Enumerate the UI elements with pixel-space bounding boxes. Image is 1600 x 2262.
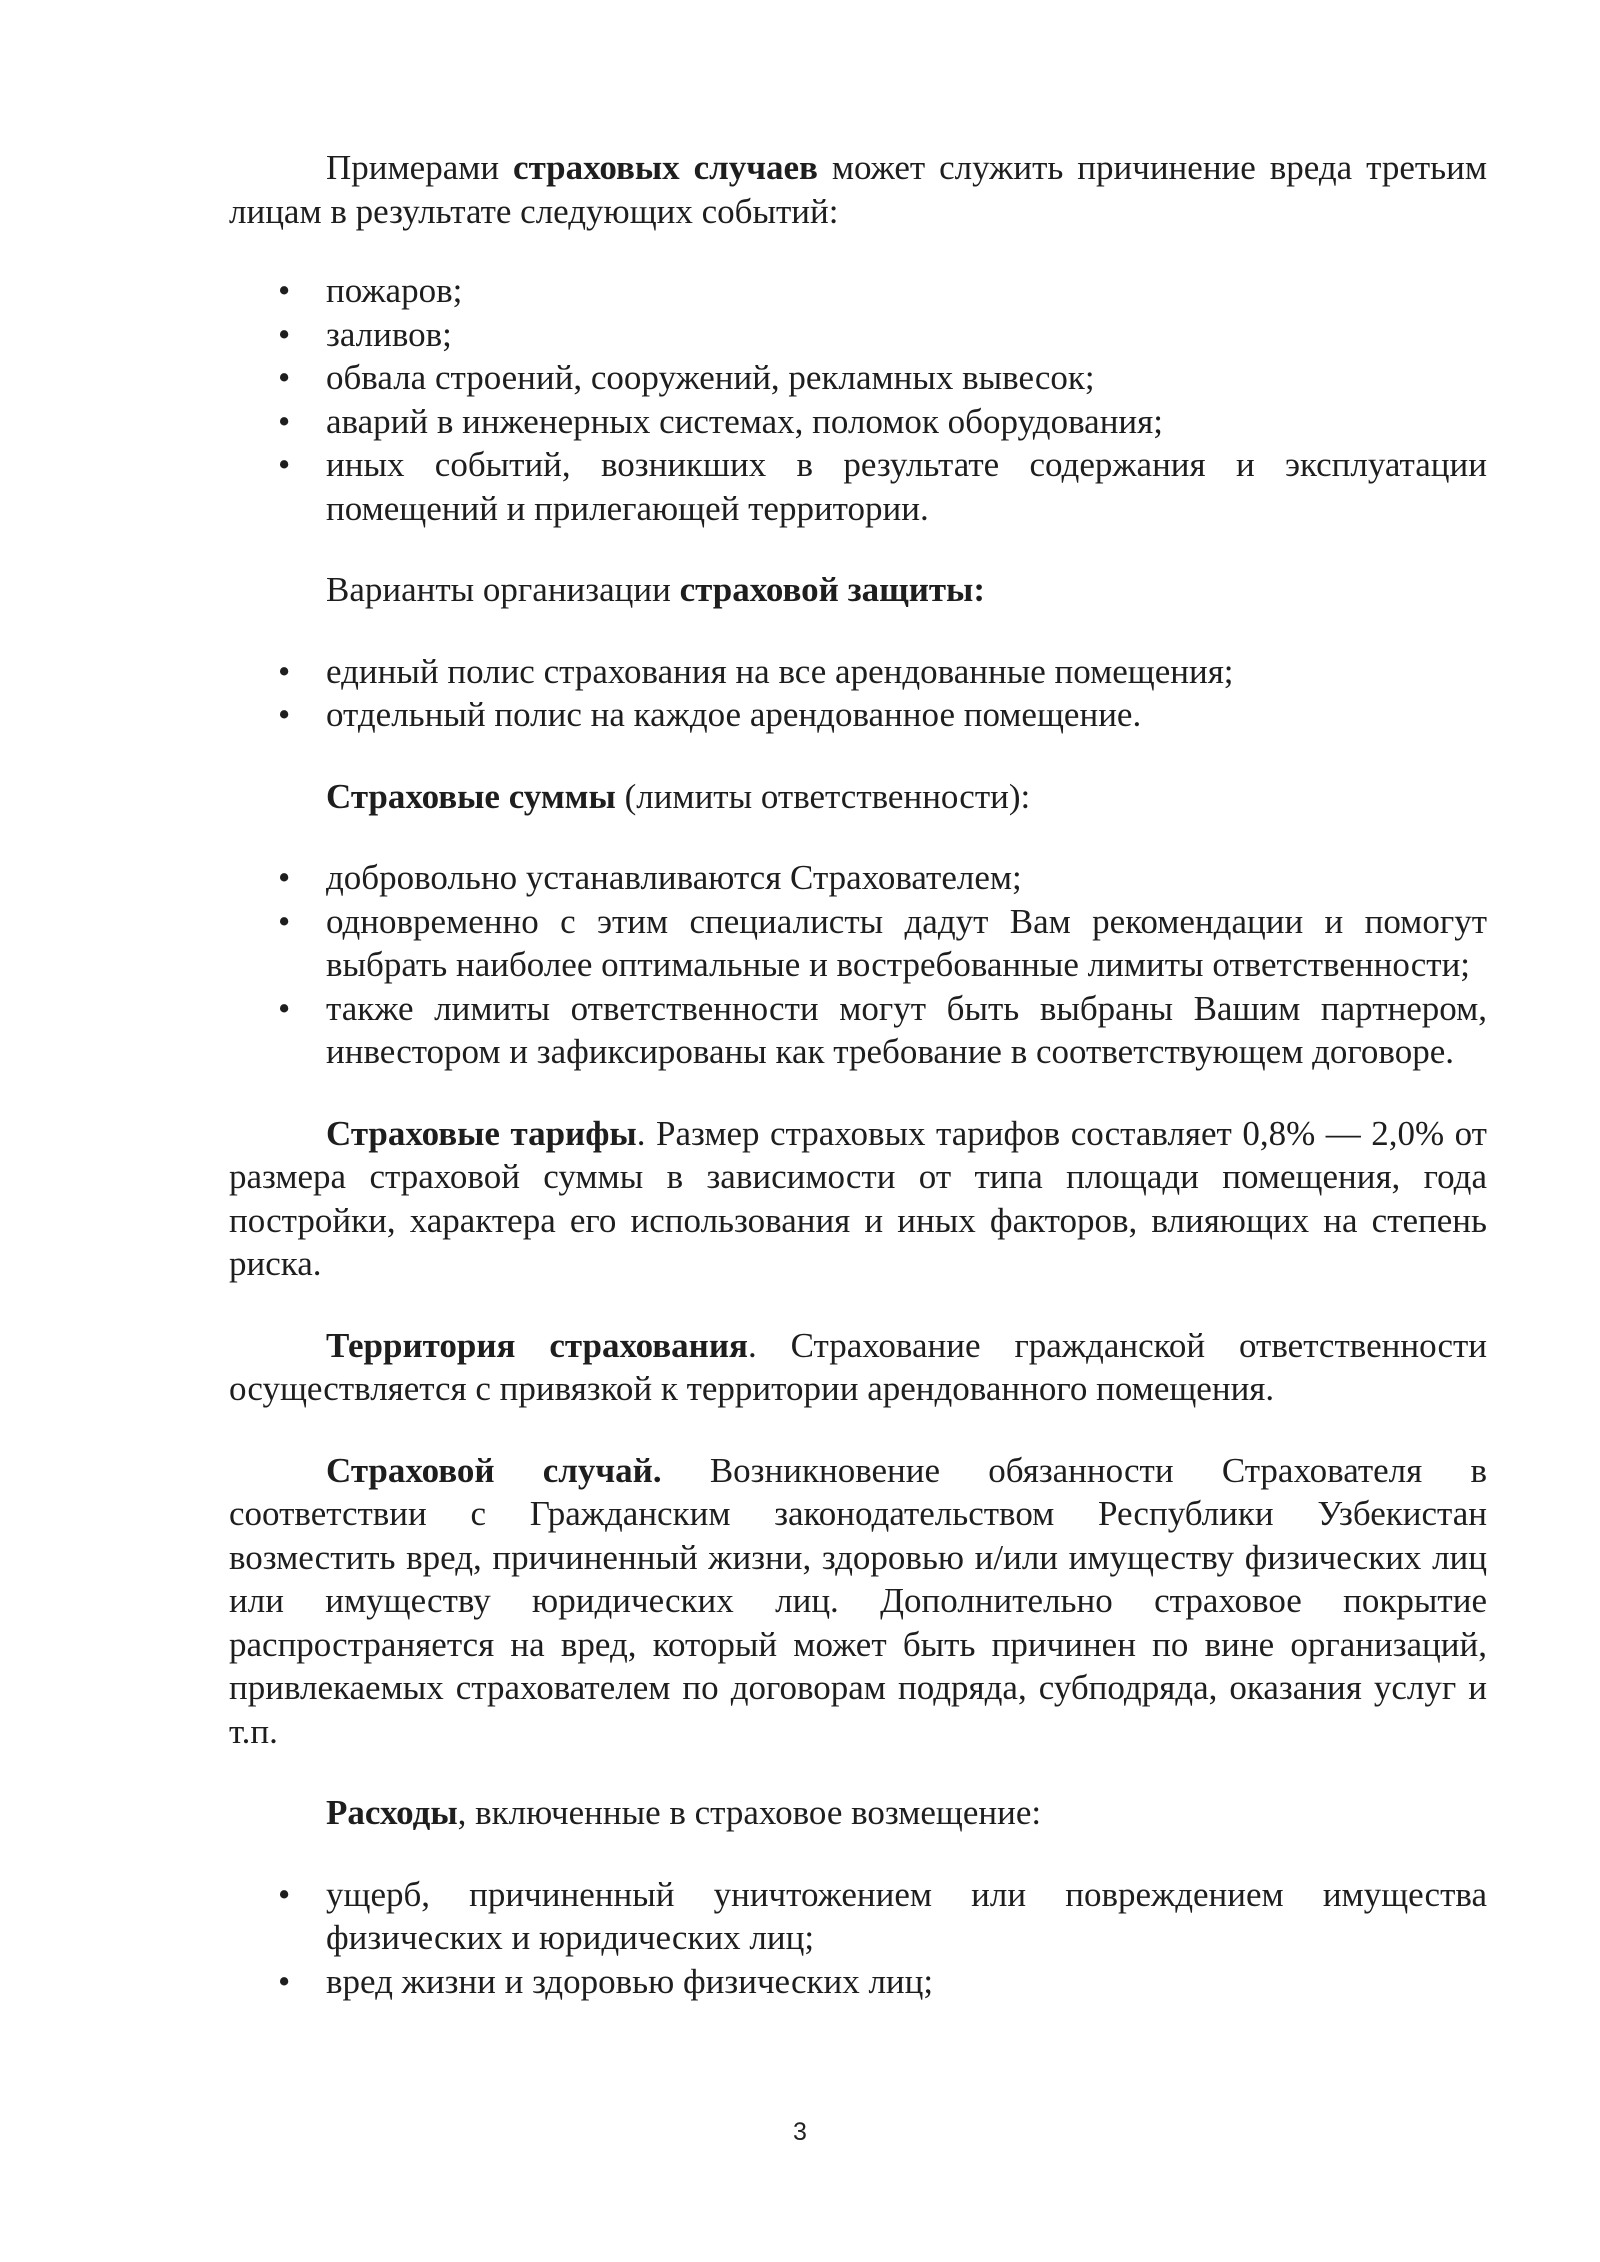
bullet-icon: • (278, 695, 291, 734)
bullet-icon: • (278, 901, 291, 941)
paragraph-insured-sums: Страховые суммы (лимиты ответственности): (326, 776, 1031, 816)
document-page (229, 146, 1487, 2003)
paragraph-expenses: Расходы, включенные в страховое возмещение: (326, 1793, 1042, 1832)
list-expenses (229, 1873, 1487, 2004)
bullet-icon: • (278, 858, 291, 897)
bullet-icon: • (278, 358, 291, 397)
paragraph-protection-options: Варианты организации страховой защиты: (326, 570, 986, 609)
bullet-icon: • (278, 1961, 291, 2001)
list-item: • отдельный полис на каждое арендованное помещение. (229, 693, 1487, 737)
bullet-icon: • (278, 314, 291, 354)
bullet-icon: • (278, 1874, 291, 1914)
list-item: • также лимиты ответственности могут быть выбраны Вашим партнером, инвестором и зафиксированы как требование в соответствующем договоре. (278, 988, 1487, 1071)
list-item: • аварий в инженерных системах, поломок оборудования; (229, 400, 1487, 444)
paragraph-insured-event: Страховой случай. Возникновение обязанности Страхователя в соответствии с Гражданским законодательством Республики Узбекистан возместить вред, причиненный жизни, здоровью и/или имуществу физических лиц или имуществу юридических лиц. Дополнительно страховое покрытие распространяется на вред, который может быть причинен по вине организаций, привлекаемых страхователем по договорам подряда, субподряда, оказания услуг и т.п. (229, 1450, 1487, 1751)
list-item: • единый полис страхования на все арендованные помещения; (229, 650, 1487, 694)
list-item: • пожаров; (229, 269, 1487, 313)
list-item: • одновременно с этим специалисты дадут Вам рекомендации и помогут выбрать наиболее оптимальные и востребованные лимиты ответственности; (278, 901, 1487, 984)
bullet-icon: • (278, 445, 291, 484)
list-event-examples (229, 269, 1487, 530)
bullet-icon: • (278, 988, 291, 1028)
list-protection-options (229, 650, 1487, 737)
list-item: • заливов; (229, 313, 1487, 357)
page-number: 3 (793, 2118, 807, 2146)
paragraph-territory: Территория страхования. Страхование гражданской ответственности осуществляется с привязкой к территории арендованного помещения. (229, 1325, 1487, 1408)
paragraph-insured-events: Примерами страховых случаев может служить причинение вреда третьим лицам в результате следующих событий: (229, 148, 1487, 231)
list-item: • вред жизни и здоровью физических лиц; (229, 1960, 1487, 2004)
bullet-icon: • (278, 271, 291, 310)
bullet-icon: • (278, 401, 291, 441)
bullet-icon: • (278, 651, 291, 691)
paragraph-tariffs: Страховые тарифы. Размер страховых тарифов составляет 0,8% — 2,0% от размера страховой суммы в зависимости от типа площади помещения, года постройки, характера его использования и иных факторов, влияющих на степень риска. (229, 1113, 1487, 1283)
list-item: • добровольно устанавливаются Страхователем; (229, 856, 1487, 900)
list-item: • иных событий, возникших в результате содержания и эксплуатации помещений и прилегающей территории. (278, 445, 1487, 528)
list-item: • ущерб, причиненный уничтожением или повреждением имущества физических и юридических лиц; (278, 1874, 1487, 1957)
list-insured-sums (229, 856, 1487, 1074)
list-item: • обвала строений, сооружений, рекламных вывесок; (229, 356, 1487, 400)
